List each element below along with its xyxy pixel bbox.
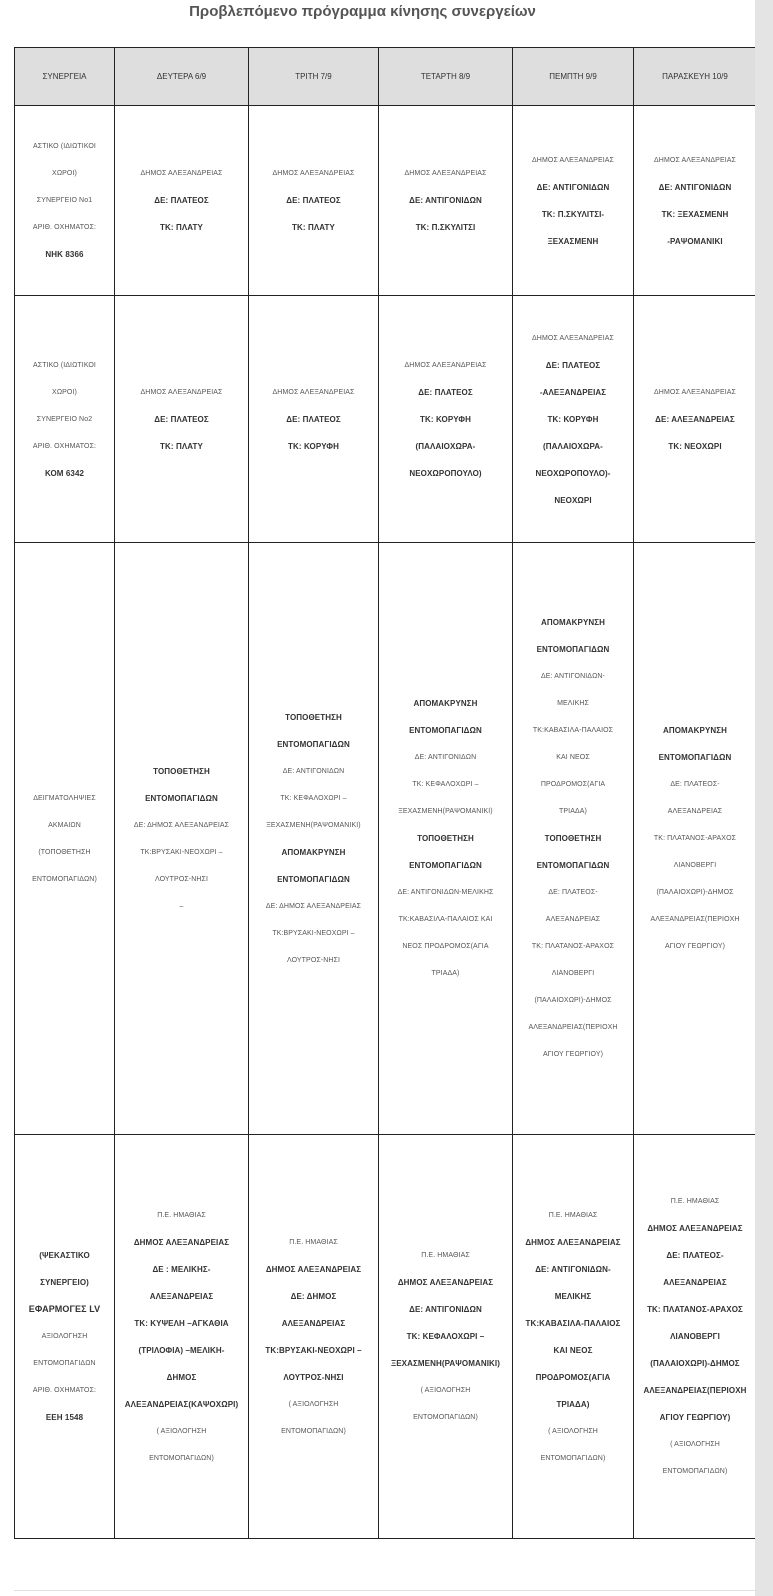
cell-line: ΤΚ: ΚΟΡΥΦΗ: [420, 414, 471, 424]
cell-line: ΤΚ:ΒΡΥΣΑΚΙ-ΝΕΟΧΩΡΙ –: [272, 929, 355, 937]
schedule-cell: [379, 543, 513, 1135]
cell-line: ( ΑΞΙΟΛΟΓΗΣΗ: [288, 1400, 339, 1408]
cell-line: (ΨΕΚΑΣΤΙΚΟ: [39, 1251, 90, 1260]
cell-line: ΛΙΑΝΟΒΕΡΓΙ: [670, 1332, 720, 1341]
schedule-cell: [634, 1135, 757, 1539]
cell-line: ΑΓΙΟΥ ΓΕΩΡΓΙΟΥ): [542, 1051, 604, 1058]
cell-line: Π.Ε. ΗΜΑΘΙΑΣ: [157, 1211, 206, 1219]
cell-line: ΔΗΜΟΣ ΑΛΕΞΑΝΔΡΕΙΑΣ: [272, 388, 355, 396]
cell-line: (ΠΑΛΑΙΟΧΩΡΑ-: [415, 441, 476, 451]
cell-line: -ΑΛΕΞΑΝΔΡΕΙΑΣ: [539, 387, 607, 397]
cell-line: ΔΕ: ΑΝΤΙΓΟΝΙΔΩΝ: [409, 1305, 482, 1314]
cell-line: ΔΕ: ΑΝΤΙΓΟΝΙΔΩΝ: [658, 182, 732, 192]
cell-line: ΑΡΙΘ. ΟΧΗΜΑΤΟΣ:: [32, 224, 97, 231]
cell-line: ΑΛΕΞΑΝΔΡΕΙΑΣ(ΠΕΡΙΟΧΗ: [528, 1024, 618, 1031]
cell-line: ΕΝΤΟΜΟΠΑΓΙΔΩΝ: [536, 645, 610, 654]
cell-line: (ΠΑΛΑΙΟΧΩΡΑ-: [543, 441, 603, 451]
schedule-cell: [115, 296, 249, 543]
schedule-cell: [634, 543, 757, 1135]
cell-line: ΞΕΧΑΣΜΕΝΗ(ΡΑΨΟΜΑΝΙΚΙ): [266, 821, 361, 829]
cell-line: (ΠΑΛΑΙΟΧΩΡΙ)-ΔΗΜΟΣ: [656, 889, 734, 896]
schedule-cell: [115, 1135, 249, 1539]
column-header: ΠΕΜΠΤΗ 9/9: [513, 48, 634, 106]
cell-line: ΞΕΧΑΣΜΕΝΗ: [547, 236, 599, 246]
cell-line: ΣΥΝΕΡΓΕΙΟ Νο1: [36, 197, 93, 204]
cell-line: ΕΦΑΡΜΟΓΕΣ LV: [28, 1304, 101, 1314]
cell-line: ΑΛΕΞΑΝΔΡΕΙΑΣ(ΠΕΡΙΟΧΗ: [650, 916, 740, 923]
cell-line: ΔΕ: ΑΝΤΙΓΟΝΙΔΩΝ-: [535, 1264, 611, 1274]
cell-line: ΑΡΙΘ. ΟΧΗΜΑΤΟΣ:: [32, 1387, 97, 1394]
cell-line: ΤΟΠΟΘΕΤΗΣΗ: [153, 766, 210, 776]
cell-line: ΝΗΚ 8366: [45, 250, 84, 259]
cell-line: ΑΛΕΞΑΝΔΡΕΙΑΣ: [149, 1291, 214, 1301]
cell-line: Π.Ε. ΗΜΑΘΙΑΣ: [289, 1238, 338, 1246]
cell-line: ΤΚ: ΠΛΑΤΑΝΟΣ-ΑΡΑΧΟΣ: [647, 1305, 743, 1314]
crew-cell: [15, 106, 115, 296]
cell-line: ΑΓΙΟΥ ΓΕΩΡΓΙΟΥ): [664, 943, 726, 950]
schedule-cell: [249, 296, 379, 543]
cell-line: ΤΚ:ΒΡΥΣΑΚΙ-ΝΕΟΧΩΡΙ –: [140, 848, 223, 856]
cell-line: ΔΕ: ΠΛΑΤΕΟΣ-: [670, 781, 720, 788]
cell-line: ΚΑΙ ΝΕΟΣ: [556, 754, 590, 761]
cell-line: ( ΑΞΙΟΛΟΓΗΣΗ: [420, 1387, 471, 1394]
table-row: [15, 296, 757, 543]
cell-line: ΔΕ: ΠΛΑΤΕΟΣ-: [666, 1251, 724, 1260]
cell-line: ΕΝΤΟΜΟΠΑΓΙΔΩΝ: [536, 861, 610, 870]
cell-line: Π.Ε. ΗΜΑΘΙΑΣ: [670, 1198, 720, 1205]
column-header: ΤΡΙΤΗ 7/9: [249, 48, 379, 106]
schedule-cell: [249, 106, 379, 296]
cell-line: ΕΝΤΟΜΟΠΑΓΙΔΩΝ: [33, 1360, 96, 1367]
cell-line: ΔΗΜΟΣ ΑΛΕΞΑΝΔΡΕΙΑΣ: [647, 1224, 743, 1233]
cell-line: ΤΚ:ΚΑΒΑΣΙΛΑ-ΠΑΛΑΙΟΣ: [532, 727, 614, 734]
cell-line: ΝΕΟΧΩΡΟΠΟΥΛΟ): [409, 468, 482, 478]
cell-line: ΤΚ: ΠΛΑΤΑΝΟΣ-ΑΡΑΧΟΣ: [653, 835, 737, 842]
cell-line: ΤΟΠΟΘΕΤΗΣΗ: [417, 834, 474, 843]
cell-line: ΕΝΤΟΜΟΠΑΓΙΔΩΝ): [413, 1414, 478, 1421]
cell-line: ΤΡΙΑΔΑ): [559, 808, 587, 815]
schedule-cell: [379, 1135, 513, 1539]
cell-line: ΔΕ: ΔΗΜΟΣ ΑΛΕΞΑΝΔΡΕΙΑΣ: [133, 821, 230, 829]
cell-line: ( ΑΞΙΟΛΟΓΗΣΗ: [670, 1441, 720, 1448]
cell-line: ΔΕ: ΠΛΑΤΕΟΣ: [154, 414, 209, 424]
cell-line: ΕΝΤΟΜΟΠΑΓΙΔΩΝ: [277, 874, 350, 884]
cell-line: ΝΕΟΣ ΠΡΟΔΡΟΜΟΣ(ΑΓΙΑ: [402, 943, 489, 950]
cell-line: ΔΗΜΟΣ ΑΛΕΞΑΝΔΡΕΙΑΣ: [272, 170, 355, 177]
cell-line: ΤΚ: ΠΛΑΤΥ: [160, 441, 203, 451]
cell-line: ΚΑΙ ΝΕΟΣ: [553, 1345, 593, 1355]
cell-line: ΕΝΤΟΜΟΠΑΓΙΔΩΝ): [32, 875, 97, 883]
cell-line: ΕΝΤΟΜΟΠΑΓΙΔΩΝ): [662, 1468, 728, 1475]
cell-line: ΝΕΟΧΩΡΟΠΟΥΛΟ)-: [535, 468, 611, 478]
cell-line: ΔΕ: ΔΗΜΟΣ: [290, 1291, 337, 1301]
cell-line: ΤΚ: ΚΕΦΑΛΟΧΩΡΙ –: [412, 781, 479, 788]
cell-line: ΞΕΧΑΣΜΕΝΗ(ΡΑΨΟΜΑΝΙΚΙ): [398, 808, 493, 815]
cell-line: ΤΚ:ΒΡΥΣΑΚΙ-ΝΕΟΧΩΡΙ –: [265, 1345, 362, 1355]
cell-line: ΔΗΜΟΣ ΑΛΕΞΑΝΔΡΕΙΑΣ: [532, 334, 614, 342]
cell-line: ΔΗΜΟΣ ΑΛΕΞΑΝΔΡΕΙΑΣ: [525, 1237, 621, 1247]
schedule-cell: [513, 1135, 634, 1539]
cell-line: Π.Ε. ΗΜΑΘΙΑΣ: [548, 1211, 598, 1219]
cell-line: ΑΞΙΟΛΟΓΗΣΗ: [41, 1333, 88, 1340]
cell-line: ΔΕ: ΠΛΑΤΕΟΣ-: [548, 889, 598, 896]
cell-line: ΜΕΛΙΚΗΣ: [554, 1291, 592, 1301]
crew-cell: [15, 543, 115, 1135]
cell-line: (ΠΑΛΑΙΟΧΩΡΙ)-ΔΗΜΟΣ: [534, 997, 612, 1004]
cell-line: ΝΕΟΧΩΡΙ: [554, 495, 592, 505]
schedule-cell: [249, 543, 379, 1135]
cell-line: ΤΚ: ΚΕΦΑΛΟΧΩΡΙ –: [280, 794, 347, 802]
cell-line: ΤΚ: ΚΟΡΥΦΗ: [288, 441, 339, 451]
cell-line: ΔΕ : ΜΕΛΙΚΗΣ-: [152, 1264, 211, 1274]
cell-line: ΑΚΜΑΙΩΝ: [48, 821, 81, 829]
cell-line: ΔΗΜΟΣ ΑΛΕΞΑΝΔΡΕΙΑΣ: [265, 1264, 362, 1274]
cell-line: ΛΟΥΤΡΟΣ-ΝΗΣΙ: [286, 956, 341, 964]
cell-line: ΔΕ: ΠΛΑΤΕΟΣ: [286, 196, 341, 205]
cell-line: ΑΣΤΙΚΟ (ΙΔΙΩΤΙΚΟΙ: [33, 143, 96, 150]
cell-line: ΔΕ: ΑΝΤΙΓΟΝΙΔΩΝ: [414, 754, 477, 761]
crew-cell: [15, 296, 115, 543]
table-row: [15, 106, 757, 296]
header-row: [15, 48, 757, 106]
cell-line: ΔΕ: ΑΝΤΙΓΟΝΙΔΩΝ: [282, 767, 345, 775]
cell-line: ΔΕΙΓΜΑΤΟΛΗΨΙΕΣ: [33, 794, 96, 802]
cell-line: ΑΛΕΞΑΝΔΡΕΙΑΣ: [663, 1278, 727, 1287]
cell-line: ΔΕ: ΑΝΤΙΓΟΝΙΔΩΝ: [536, 182, 610, 192]
cell-line: ΔΕ: ΠΛΑΤΕΟΣ: [545, 360, 601, 370]
cell-line: ΤΚ: ΚΥΨΕΛΗ –ΑΓΚΑΘΙΑ: [134, 1318, 229, 1328]
cell-line: ΤΚ: Π.ΣΚΥΛΙΤΣΙ: [415, 223, 476, 232]
cell-line: ΠΡΟΔΡΟΜΟΣ(ΑΓΙΑ: [535, 1372, 611, 1382]
schedule-body: [15, 106, 757, 1539]
cell-line: ΤΚ: ΚΕΦΑΛΟΧΩΡΙ –: [406, 1332, 485, 1341]
cell-line: ΧΩΡΟΙ): [52, 170, 77, 177]
cell-line: ΑΠΟΜΑΚΡΥΝΣΗ: [662, 726, 728, 735]
cell-line: ΤΚ:ΚΑΒΑΣΙΛΑ-ΠΑΛΑΙΟΣ ΚΑΙ: [398, 916, 493, 923]
cell-line: ΛΙΑΝΟΒΕΡΓΙ: [673, 862, 717, 869]
cell-line: ΔΕ: ΔΗΜΟΣ ΑΛΕΞΑΝΔΡΕΙΑΣ: [265, 902, 362, 910]
page-title: Προβλεπόμενο πρόγραμμα κίνησης συνεργείων: [189, 3, 536, 20]
cell-line: ΤΚ: ΝΕΟΧΩΡΙ: [668, 441, 722, 451]
cell-line: ΔΗΜΟΣ ΑΛΕΞΑΝΔΡΕΙΑΣ: [532, 156, 614, 164]
cell-line: ΔΕ: ΠΛΑΤΕΟΣ: [154, 196, 209, 205]
cell-line: ΤΚ: ΚΟΡΥΦΗ: [547, 414, 599, 424]
cell-line: ( ΑΞΙΟΛΟΓΗΣΗ: [548, 1427, 598, 1435]
cell-line: ΛΟΥΤΡΟΣ-ΝΗΣΙ: [154, 875, 209, 883]
cell-line: ΣΥΝΕΡΓΕΙΟ Νο2: [36, 415, 93, 423]
cell-line: ΕΝΤΟΜΟΠΑΓΙΔΩΝ: [145, 793, 218, 803]
cell-line: ΔΗΜΟΣ ΑΛΕΞΑΝΔΡΕΙΑΣ: [140, 170, 223, 177]
cell-line: ΔΕ: ΠΛΑΤΕΟΣ: [286, 414, 341, 424]
cell-line: ΤΚ: ΠΛΑΤΥ: [160, 223, 203, 232]
crew-cell: [15, 1135, 115, 1539]
cell-line: ΕΝΤΟΜΟΠΑΓΙΔΩΝ): [540, 1454, 606, 1462]
cell-line: ΑΠΟΜΑΚΡΥΝΣΗ: [413, 699, 478, 708]
cell-line: ΕΝΤΟΜΟΠΑΓΙΔΩΝ: [409, 726, 482, 735]
schedule-cell: [634, 296, 757, 543]
cell-line: ΕΝΤΟΜΟΠΑΓΙΔΩΝ: [658, 753, 732, 762]
cell-line: ΤΚ:ΚΑΒΑΣΙΛΑ-ΠΑΛΑΙΟΣ: [525, 1318, 621, 1328]
column-header: ΣΥΝΕΡΓΕΙΑ: [15, 48, 115, 106]
schedule-cell: [513, 106, 634, 296]
cell-line: ΔΗΜΟΣ ΑΛΕΞΑΝΔΡΕΙΑΣ: [404, 361, 487, 369]
cell-line: ΤΡΙΑΔΑ): [431, 970, 460, 977]
cell-line: ΔΕ: ΑΝΤΙΓΟΝΙΔΩΝ: [409, 196, 482, 205]
column-header: ΔΕΥΤΕΡΑ 6/9: [115, 48, 249, 106]
cell-line: ΜΕΛΙΚΗΣ: [557, 700, 589, 707]
cell-line: ΑΠΟΜΑΚΡΥΝΣΗ: [540, 618, 606, 627]
divider: [14, 1590, 756, 1591]
cell-line: ΞΕΧΑΣΜΕΝΗ(ΡΑΨΟΜΑΝΙΚΙ): [390, 1359, 501, 1368]
cell-line: ΤΚ: ΠΛΑΤΥ: [292, 223, 335, 232]
schedule-cell: [115, 106, 249, 296]
schedule-cell: [634, 106, 757, 296]
cell-line: ΔΕ: ΠΛΑΤΕΟΣ: [418, 387, 473, 397]
cell-line: ΑΛΕΞΑΝΔΡΕΙΑΣ: [667, 808, 723, 815]
cell-line: ΔΗΜΟΣ ΑΛΕΞΑΝΔΡΕΙΑΣ: [397, 1278, 494, 1287]
table-row: [15, 543, 757, 1135]
cell-line: ΤΟΠΟΘΕΤΗΣΗ: [285, 712, 342, 722]
cell-line: ΑΠΟΜΑΚΡΥΝΣΗ: [281, 847, 346, 857]
cell-line: ΛΟΥΤΡΟΣ-ΝΗΣΙ: [283, 1372, 344, 1382]
cell-line: (ΤΡΙΛΟΦΙΑ) –ΜΕΛΙΚΗ-: [138, 1345, 225, 1355]
cell-line: -ΡΑΨΟΜΑΝΙΚΙ: [667, 236, 723, 246]
cell-line: ΤΚ: ΠΛΑΤΑΝΟΣ-ΑΡΑΧΟΣ: [531, 943, 615, 950]
schedule-cell: [513, 543, 634, 1135]
cell-line: ΔΗΜΟΣ ΑΛΕΞΑΝΔΡΕΙΑΣ: [133, 1237, 230, 1247]
cell-line: ΑΛΕΞΑΝΔΡΕΙΑΣ(ΠΕΡΙΟΧΗ: [643, 1386, 747, 1395]
table-row: [15, 1135, 757, 1539]
schedule-cell: [249, 1135, 379, 1539]
cell-line: ΑΛΕΞΑΝΔΡΕΙΑΣ: [281, 1318, 346, 1328]
cell-line: ΤΟΠΟΘΕΤΗΣΗ: [544, 834, 602, 843]
cell-line: ΔΗΜΟΣ ΑΛΕΞΑΝΔΡΕΙΑΣ: [654, 156, 736, 164]
cell-line: ΑΡΙΘ. ΟΧΗΜΑΤΟΣ:: [32, 442, 97, 450]
cell-line: ΣΥΝΕΡΓΕΙΟ): [40, 1278, 89, 1287]
cell-line: ΕΕΗ 1548: [45, 1413, 84, 1422]
cell-line: ΔΕ: ΑΝΤΙΓΟΝΙΔΩΝ-: [541, 673, 605, 680]
cell-line: ΔΗΜΟΣ ΑΛΕΞΑΝΔΡΕΙΑΣ: [654, 388, 736, 396]
cell-line: ΕΝΤΟΜΟΠΑΓΙΔΩΝ): [281, 1427, 346, 1435]
cell-line: ΤΚ: ΞΕΧΑΣΜΕΝΗ: [661, 209, 729, 219]
cell-line: (ΤΟΠΟΘΕΤΗΣΗ: [38, 848, 91, 856]
cell-line: ΔΕ: ΑΝΤΙΓΟΝΙΔΩΝ-ΜΕΛΙΚΗΣ: [397, 889, 494, 896]
cell-line: ΔΕ: ΑΛΕΞΑΝΔΡΕΙΑΣ: [655, 414, 735, 424]
cell-line: ΤΚ: Π.ΣΚΥΛΙΤΣΙ-: [541, 209, 605, 219]
schedule-cell: [115, 543, 249, 1135]
cell-line: ΔΗΜΟΣ ΑΛΕΞΑΝΔΡΕΙΑΣ: [140, 388, 223, 396]
cell-line: ΛΙΑΝΟΒΕΡΓΙ: [551, 970, 595, 977]
schedule-cell: [379, 106, 513, 296]
cell-line: ΑΛΕΞΑΝΔΡΕΙΑΣ(ΚΑΨΟΧΩΡΙ): [124, 1399, 239, 1409]
cell-line: ΑΣΤΙΚΟ (ΙΔΙΩΤΙΚΟΙ: [33, 361, 96, 369]
cell-line: ΑΛΕΞΑΝΔΡΕΙΑΣ: [545, 916, 601, 923]
cell-line: Π.Ε. ΗΜΑΘΙΑΣ: [421, 1252, 470, 1259]
schedule-cell: [379, 296, 513, 543]
cell-line: (ΠΑΛΑΙΟΧΩΡΙ)-ΔΗΜΟΣ: [650, 1359, 740, 1368]
cell-line: ΤΡΙΑΔΑ): [556, 1399, 590, 1409]
cell-line: ΠΡΟΔΡΟΜΟΣ(ΑΓΙΑ: [540, 781, 606, 788]
cell-line: ΧΩΡΟΙ): [52, 388, 77, 396]
cell-line: ΑΓΙΟΥ ΓΕΩΡΓΙΟΥ): [659, 1413, 731, 1422]
column-header: ΤΕΤΑΡΤΗ 8/9: [379, 48, 513, 106]
cell-line: ( ΑΞΙΟΛΟΓΗΣΗ: [156, 1427, 207, 1435]
vertical-scrollbar[interactable]: [755, 0, 773, 1596]
cell-line: ΕΝΤΟΜΟΠΑΓΙΔΩΝ: [277, 739, 350, 749]
schedule-cell: [513, 296, 634, 543]
cell-line: ΕΝΤΟΜΟΠΑΓΙΔΩΝ: [409, 861, 482, 870]
cell-line: –: [179, 902, 184, 910]
cell-line: ΕΝΤΟΜΟΠΑΓΙΔΩΝ): [149, 1454, 214, 1462]
schedule-table: [14, 47, 757, 1539]
cell-line: ΚΟΜ 6342: [44, 468, 85, 478]
column-header: ΠΑΡΑΣΚΕΥΗ 10/9: [634, 48, 757, 106]
cell-line: ΔΗΜΟΣ ΑΛΕΞΑΝΔΡΕΙΑΣ: [404, 170, 487, 177]
cell-line: ΔΗΜΟΣ: [166, 1372, 197, 1382]
